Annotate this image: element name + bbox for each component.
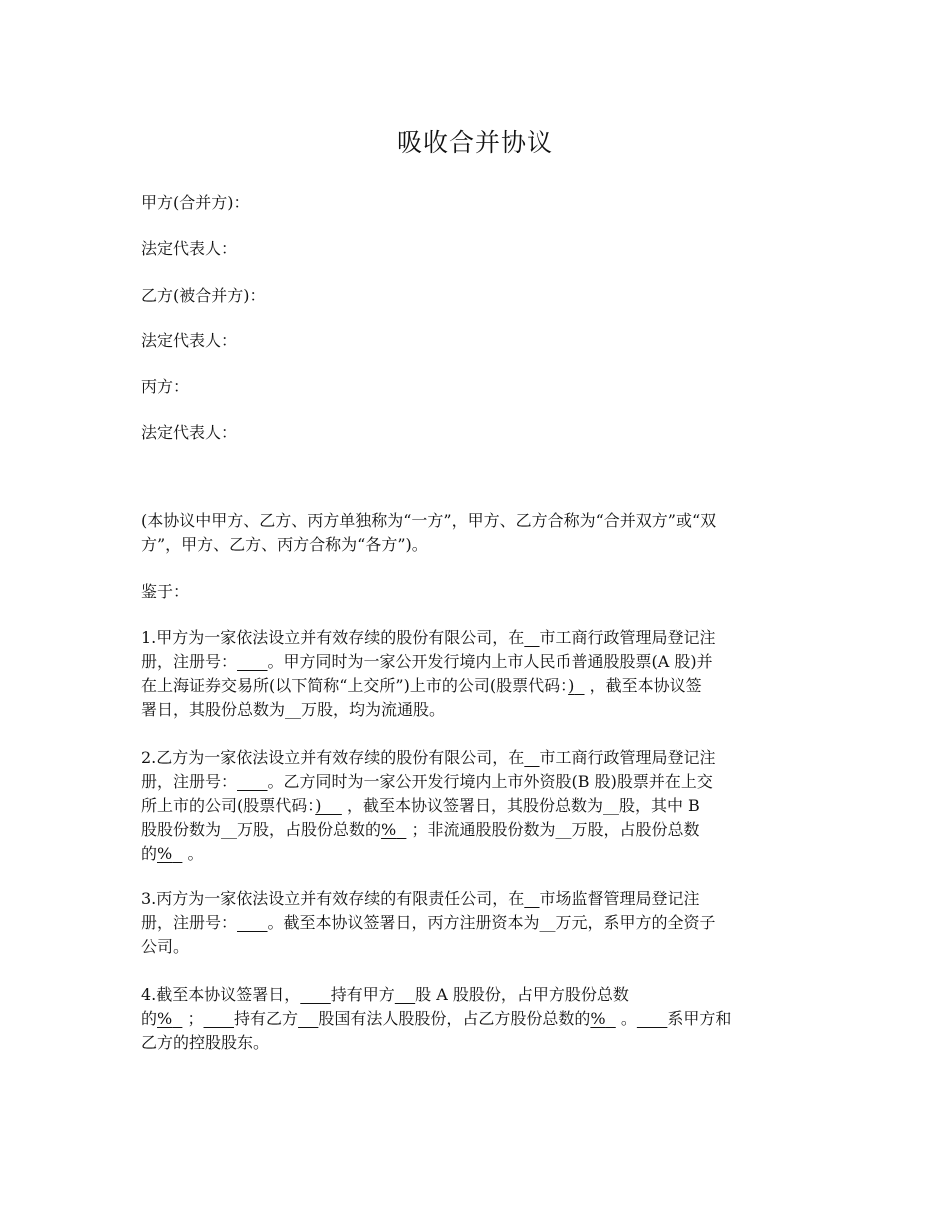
blank-field: [524, 748, 539, 767]
clause-line: [141, 842, 811, 866]
clause-line: [141, 1007, 811, 1031]
party-b-legal-rep-label: 法定代表人：: [141, 331, 238, 350]
clause-text: 的: [141, 844, 158, 863]
blank-field: %: [157, 844, 173, 863]
intro-line: (本协议中甲方、乙方、丙方单独称为“一方”，甲方、乙方合称为“合并双方”或“双: [141, 511, 717, 530]
clause-line: [141, 674, 811, 698]
party-a-legal-rep-label: 法定代表人：: [141, 239, 238, 258]
clause-text: 。乙方同时为一家公开发行境内上市外资股(B 股)股票并在上交: [267, 772, 713, 791]
blank-field: [395, 985, 415, 1004]
clause-text: 1.甲方为一家依法设立并有效存续的股份有限公司，在: [141, 628, 525, 647]
clause-text: 持有乙方: [234, 1009, 299, 1028]
clause-text: 股国有法人股股份，占乙方股份总数的: [318, 1009, 591, 1028]
clause-text: 所上市的公司(股票代码：: [141, 796, 316, 815]
blank-field: [172, 844, 182, 863]
clause-text: 在上海证券交易所(以下简称“上交所”)上市的公司(股票代码：: [141, 676, 569, 695]
blank-field: [237, 652, 268, 671]
clause-text: 。截至本协议签署日，丙方注册资本为__万元，系甲方的全资子: [267, 913, 716, 932]
clause-line: [141, 746, 811, 770]
clause-text: 系甲方和: [667, 1009, 732, 1028]
clause-text: 的: [141, 1009, 158, 1028]
clause-text: 市工商行政管理局登记注: [539, 748, 716, 767]
clause-line: [141, 818, 811, 842]
clause-text: 4.截至本协议签署日，: [141, 985, 301, 1004]
party-c-legal-rep-label: 法定代表人：: [141, 423, 238, 442]
clause-text: 持有甲方: [330, 985, 395, 1004]
clause-line: 署日，其股份总数为__万股，均为流通股。: [141, 700, 446, 719]
blank-field: [172, 1009, 182, 1028]
clause-text: 股股份数为__万股，占股份总数的: [141, 820, 382, 839]
clause-text: ；非流通股股份数为__万股，占股份总数: [411, 820, 700, 839]
clause-text: 股 A 股股份，占甲方股份总数: [415, 985, 629, 1004]
blank-field: [204, 1009, 235, 1028]
clause-text: 册，注册号：: [141, 652, 238, 671]
intro-line: 方”，甲方、乙方、丙方合称为“各方”)。: [141, 535, 428, 554]
clause-text: ；: [187, 1009, 204, 1028]
blank-field: [396, 820, 406, 839]
blank-field: %: [157, 1009, 173, 1028]
clause-line: 乙方的控股股东。: [141, 1033, 270, 1052]
clause-4: [141, 983, 811, 1055]
clause-text: 。: [187, 844, 204, 863]
intro-paragraph: [141, 509, 811, 557]
blank-field: [524, 889, 539, 908]
blank-field: [322, 796, 342, 815]
clause-line: [141, 794, 811, 818]
party-c-label: 丙方：: [141, 377, 190, 396]
clause-text: ，截至本协议签: [589, 676, 702, 695]
clause-text: 册，注册号：: [141, 772, 238, 791]
clause-line: [141, 911, 811, 935]
clause-line: [141, 770, 811, 794]
blank-field: [300, 985, 331, 1004]
clause-text: 册，注册号：: [141, 913, 238, 932]
clause-text: ，截至本协议签署日，其股份总数为__股，其中 B: [346, 796, 700, 815]
clause-text: 。: [620, 1009, 637, 1028]
blank-field: [637, 1009, 668, 1028]
clause-2: [141, 746, 811, 866]
document-title: 吸收合并协议: [396, 128, 553, 157]
clause-line: [141, 983, 811, 1007]
clause-text: 。甲方同时为一家公开发行境内上市人民币普通股股票(A 股)并: [267, 652, 713, 671]
clause-line: [141, 887, 811, 911]
clause-line: [141, 650, 811, 674]
blank-field: [237, 772, 268, 791]
clause-line: [141, 626, 811, 650]
blank-field: [524, 628, 539, 647]
party-b-label: 乙方(被合并方)：: [141, 286, 266, 305]
clause-text: 2.乙方为一家依法设立并有效存续的股份有限公司，在: [141, 748, 525, 767]
blank-field: %: [381, 820, 397, 839]
blank-field: %: [590, 1009, 606, 1028]
clause-line: 公司。: [141, 937, 190, 956]
whereas-heading: 鉴于：: [141, 582, 190, 601]
clause-3: [141, 887, 811, 959]
blank-field: [574, 676, 584, 695]
blank-field: ): [568, 676, 575, 695]
clause-text: 3.丙方为一家依法设立并有效存续的有限责任公司，在: [141, 889, 525, 908]
clause-text: 市工商行政管理局登记注: [539, 628, 716, 647]
clause-1: [141, 626, 811, 722]
blank-field: [298, 1009, 318, 1028]
blank-field: [606, 1009, 616, 1028]
party-a-label: 甲方(合并方)：: [141, 193, 250, 212]
clause-text: 市场监督管理局登记注: [539, 889, 700, 908]
blank-field: ): [315, 796, 322, 815]
blank-field: [237, 913, 268, 932]
